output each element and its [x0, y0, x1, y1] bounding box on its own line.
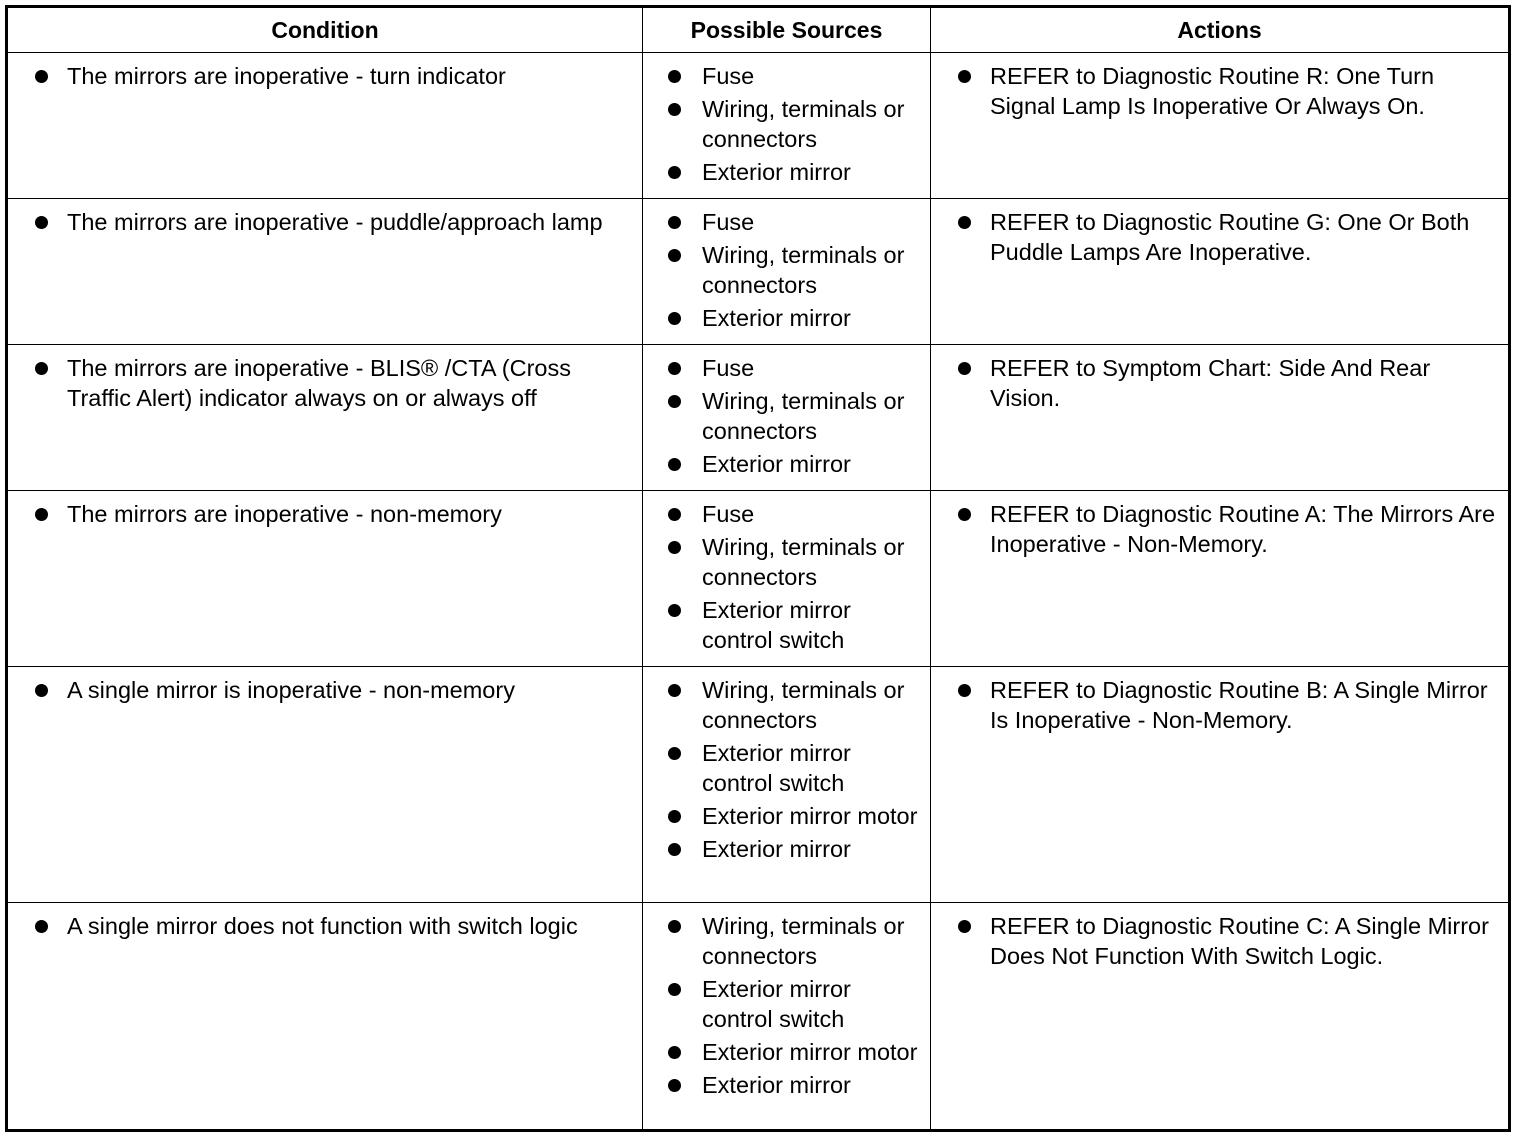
source-text: Fuse [702, 501, 755, 527]
list-item [32, 353, 634, 413]
list-item [955, 911, 1500, 971]
action-text: REFER to Diagnostic Routine G: One Or Both Puddle Lamps Are Inoperative. [990, 209, 1470, 265]
bullet-icon [668, 1079, 681, 1092]
source-text: Exterior mirror [702, 1072, 851, 1098]
action-text: REFER to Diagnostic Routine C: A Single Mirror Does Not Function With Switch Logic. [990, 913, 1489, 969]
list-item [32, 499, 634, 529]
action-cell [931, 345, 1510, 491]
bullet-icon [668, 747, 681, 760]
condition-text: The mirrors are inoperative - puddle/approach lamp [67, 209, 603, 235]
condition-text: The mirrors are inoperative - turn indicator [67, 63, 506, 89]
header-condition: Condition [7, 7, 643, 53]
list-item [667, 94, 922, 154]
header-row [7, 7, 1510, 53]
source-text: Fuse [702, 209, 755, 235]
list-item [955, 207, 1500, 267]
source-text: Exterior mirror control switch [702, 597, 851, 653]
list-item [32, 207, 634, 237]
action-text: REFER to Diagnostic Routine B: A Single Mirror Is Inoperative - Non-Memory. [990, 677, 1488, 733]
bullet-icon [668, 983, 681, 996]
source-text: Wiring, terminals or connectors [702, 96, 905, 152]
table-row [7, 667, 1510, 903]
sources-cell [643, 491, 931, 667]
condition-cell [7, 667, 643, 903]
bullet-icon [668, 604, 681, 617]
table-row [7, 903, 1510, 1131]
list-item [667, 974, 922, 1034]
list-item [667, 911, 922, 971]
bullet-icon [35, 920, 48, 933]
bullet-icon [958, 70, 971, 83]
bullet-icon [958, 920, 971, 933]
bullet-icon [668, 103, 681, 116]
table-row [7, 345, 1510, 491]
action-cell [931, 199, 1510, 345]
list-item [32, 61, 634, 91]
bullet-icon [35, 362, 48, 375]
list-item [955, 499, 1500, 559]
source-text: Exterior mirror [702, 159, 851, 185]
list-item [667, 449, 922, 479]
source-text: Exterior mirror control switch [702, 976, 851, 1032]
bullet-icon [668, 684, 681, 697]
condition-cell [7, 345, 643, 491]
bullet-icon [668, 508, 681, 521]
bullet-icon [668, 216, 681, 229]
table-row [7, 53, 1510, 199]
bullet-icon [668, 1046, 681, 1059]
condition-text: A single mirror does not function with switch logic [67, 913, 578, 939]
action-cell [931, 53, 1510, 199]
bullet-icon [35, 216, 48, 229]
bullet-icon [668, 362, 681, 375]
condition-text: The mirrors are inoperative - BLIS® /CTA (Cross Traffic Alert) indicator always on or always off [67, 355, 571, 411]
list-item [667, 386, 922, 446]
source-text: Wiring, terminals or connectors [702, 242, 905, 298]
condition-cell [7, 491, 643, 667]
bullet-icon [668, 541, 681, 554]
list-item [667, 595, 922, 655]
source-text: Exterior mirror control switch [702, 740, 851, 796]
list-item [667, 1070, 922, 1100]
header-actions: Actions [931, 7, 1510, 53]
list-item [32, 911, 634, 941]
bullet-icon [668, 810, 681, 823]
bullet-icon [668, 166, 681, 179]
sources-cell [643, 53, 931, 199]
sources-cell [643, 667, 931, 903]
list-item [955, 61, 1500, 121]
action-cell [931, 491, 1510, 667]
list-item [667, 801, 922, 831]
bullet-icon [668, 70, 681, 83]
list-item [955, 353, 1500, 413]
list-item [955, 675, 1500, 735]
action-text: REFER to Diagnostic Routine R: One Turn Signal Lamp Is Inoperative Or Always On. [990, 63, 1435, 119]
table-row [7, 199, 1510, 345]
bullet-icon [35, 70, 48, 83]
bullet-icon [958, 216, 971, 229]
sources-cell [643, 345, 931, 491]
source-text: Exterior mirror [702, 305, 851, 331]
bullet-icon [958, 684, 971, 697]
source-text: Exterior mirror [702, 451, 851, 477]
list-item [667, 207, 922, 237]
condition-text: The mirrors are inoperative - non-memory [67, 501, 502, 527]
diagnostic-table [5, 5, 1511, 1132]
list-item [667, 675, 922, 735]
list-item [667, 157, 922, 187]
bullet-icon [668, 312, 681, 325]
source-text: Exterior mirror motor [702, 1039, 918, 1065]
sources-cell [643, 199, 931, 345]
source-text: Wiring, terminals or connectors [702, 913, 905, 969]
bullet-icon [668, 458, 681, 471]
bullet-icon [668, 843, 681, 856]
action-cell [931, 903, 1510, 1131]
list-item [32, 675, 634, 705]
list-item [667, 834, 922, 864]
source-text: Fuse [702, 63, 755, 89]
source-text: Wiring, terminals or connectors [702, 388, 905, 444]
list-item [667, 353, 922, 383]
bullet-icon [668, 249, 681, 262]
bullet-icon [958, 508, 971, 521]
action-text: REFER to Symptom Chart: Side And Rear Vision. [990, 355, 1431, 411]
list-item [667, 1037, 922, 1067]
source-text: Exterior mirror [702, 836, 851, 862]
condition-cell [7, 53, 643, 199]
bullet-icon [35, 508, 48, 521]
bullet-icon [668, 920, 681, 933]
list-item [667, 240, 922, 300]
bullet-icon [35, 684, 48, 697]
condition-text: A single mirror is inoperative - non-memory [67, 677, 515, 703]
source-text: Wiring, terminals or connectors [702, 534, 905, 590]
condition-cell [7, 199, 643, 345]
list-item [667, 61, 922, 91]
action-text: REFER to Diagnostic Routine A: The Mirrors Are Inoperative - Non-Memory. [990, 501, 1496, 557]
list-item [667, 738, 922, 798]
bullet-icon [668, 395, 681, 408]
table-row [7, 491, 1510, 667]
source-text: Wiring, terminals or connectors [702, 677, 905, 733]
sources-cell [643, 903, 931, 1131]
source-text: Exterior mirror motor [702, 803, 918, 829]
list-item [667, 303, 922, 333]
bullet-icon [958, 362, 971, 375]
header-possible-sources: Possible Sources [643, 7, 931, 53]
list-item [667, 499, 922, 529]
action-cell [931, 667, 1510, 903]
source-text: Fuse [702, 355, 755, 381]
list-item [667, 532, 922, 592]
condition-cell [7, 903, 643, 1131]
